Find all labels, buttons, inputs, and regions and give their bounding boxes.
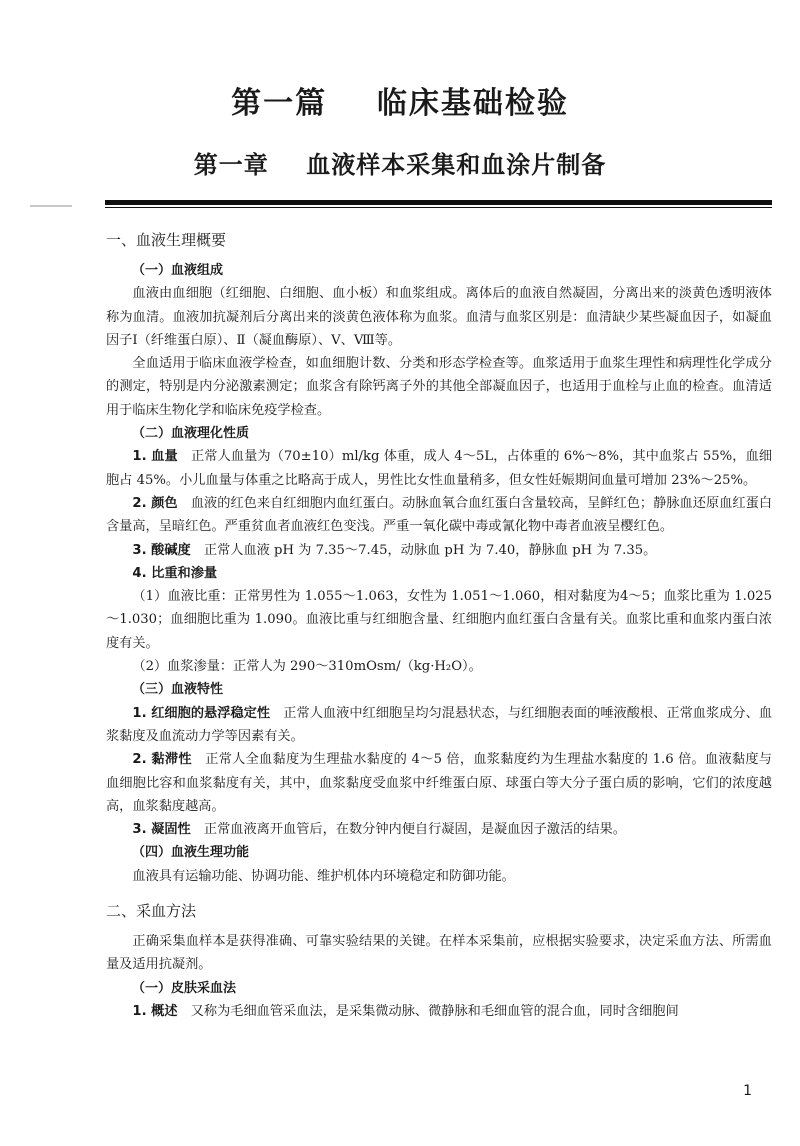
paragraph [106,492,772,539]
paragraph [106,748,772,818]
item-label: 2. 颜色 [132,495,178,511]
paragraph: （1）血液比重：正常男性为 1.055～1.063，女性为 1.051～1.060，相对黏度为4～5；血浆比重为 1.025～1.030；血细胞比重为 1.090。血液比重与红细胞含量、红细胞内血红蛋白含量有关。血浆比重和血浆内蛋白浓度有关。 [106,589,772,651]
paragraph: 正确采集血样本是获得准确、可靠实验结果的关键。在样本采集前，应根据实验要求，决定采血方法、所需血量及适用抗凝剂。 [106,934,772,973]
subsection-heading-characteristics: （三）血液特性 [132,682,224,698]
body-text [106,227,772,1023]
item-label: 2. 黏滞性 [132,752,192,768]
item-label: 1. 血量 [132,449,178,465]
item-label: 1. 概述 [132,1003,178,1019]
item-text: 正常人血量为（70±10）ml/kg 体重，成人 4～5L，占体重的 6%～8%，其中血浆占 55%，血细胞占 45%。小儿血量与体重之比略高于成人，男性比女性血量稍多，但女性妊娠期间血量可增加 23%～25%。 [106,449,773,488]
item-text: 正常人血液中红细胞呈均匀混悬状态，与红细胞表面的唾液酸根、正常血浆成分、血浆黏度及血流动力学等因素有关。 [106,705,773,744]
subsection-heading-properties: （二）血液理化性质 [132,426,250,442]
paragraph: 血液具有运输功能、协调功能、维护机体内环境稳定和防御功能。 [132,868,515,884]
chapter-rule-thick [105,200,772,205]
paragraph [106,539,772,562]
paragraph: 全血适用于临床血液学检查，如血细胞计数、分类和形态学检查等。血浆适用于血浆生理性和病理性化学成分的测定，特别是内分泌激素测定；血浆含有除钙离子外的其他全部凝血因子，也适用于血栓与止血的检查。血清适用于临床生物化学和临床免疫学检查。 [106,356,772,418]
paragraph [106,702,772,749]
item-heading: 4. 比重和渗量 [132,565,218,581]
part-title: 第一篇 临床基础检验 [231,86,569,121]
section-heading-physiology: 一、血液生理概要 [106,231,227,249]
scan-edge-mark [30,205,72,207]
item-label: 3. 凝固性 [132,822,191,838]
subsection-heading-skin-puncture: （一）皮肤采血法 [132,980,237,996]
item-text: 又称为毛细血管采血法，是采集微动脉、微静脉和毛细血管的混合血，同时含细胞间 [190,1003,679,1019]
paragraph: （2）血浆渗量：正常人为 290～310mOsm/（kg·H₂O）。 [132,659,482,675]
section-heading-collection: 二、采血方法 [106,902,197,921]
item-label: 1. 红细胞的悬浮稳定性 [132,705,271,721]
chapter-rule-thin [105,207,772,208]
subsection-heading-composition: （一）血液组成 [132,263,224,278]
paragraph: 血液由血细胞（红细胞、白细胞、血小板）和血浆组成。离体后的血液自然凝固，分离出来的淡黄色透明液体称为血清。血液加抗凝剂后分离出来的淡黄色液体称为血浆。血清与血浆区别是：血清缺少某些凝血因子，如凝血因子Ⅰ（纤维蛋白原）、Ⅱ（凝血酶原）、Ⅴ、Ⅷ等。 [106,286,772,348]
chapter-title: 第一章 血液样本采集和血涂片制备 [193,151,607,179]
item-text: 血液的红色来自红细胞内血红蛋白。动脉血氧合血红蛋白含量较高，呈鲜红色；静脉血还原血红蛋白含量高，呈暗红色。严重贫血者血液红色变浅。严重一氧化碳中毒或氰化物中毒者血液呈樱红色。 [106,495,773,535]
paragraph [106,1000,772,1023]
page-number: 1 [743,1083,752,1099]
item-text: 正常人全血黏度为生理盐水黏度的 4～5 倍，血浆黏度约为生理盐水黏度的 1.6 倍。血液黏度与血细胞比容和血浆黏度有关，其中，血浆黏度受血浆中纤维蛋白原、球蛋白等大分子蛋白质的影响，它们的浓度越高，血浆黏度越高。 [106,752,772,814]
paragraph [106,445,772,492]
subsection-heading-functions: （四）血液生理功能 [132,845,250,861]
item-label: 3. 酸碱度 [132,542,191,558]
item-text: 正常血液离开血管后，在数分钟内便自行凝固，是凝血因子激活的结果。 [203,822,626,838]
item-text: 正常人血液 pH 为 7.35～7.45，动脉血 pH 为 7.40，静脉血 pH 为 7.35。 [203,542,657,558]
paragraph [106,818,772,841]
